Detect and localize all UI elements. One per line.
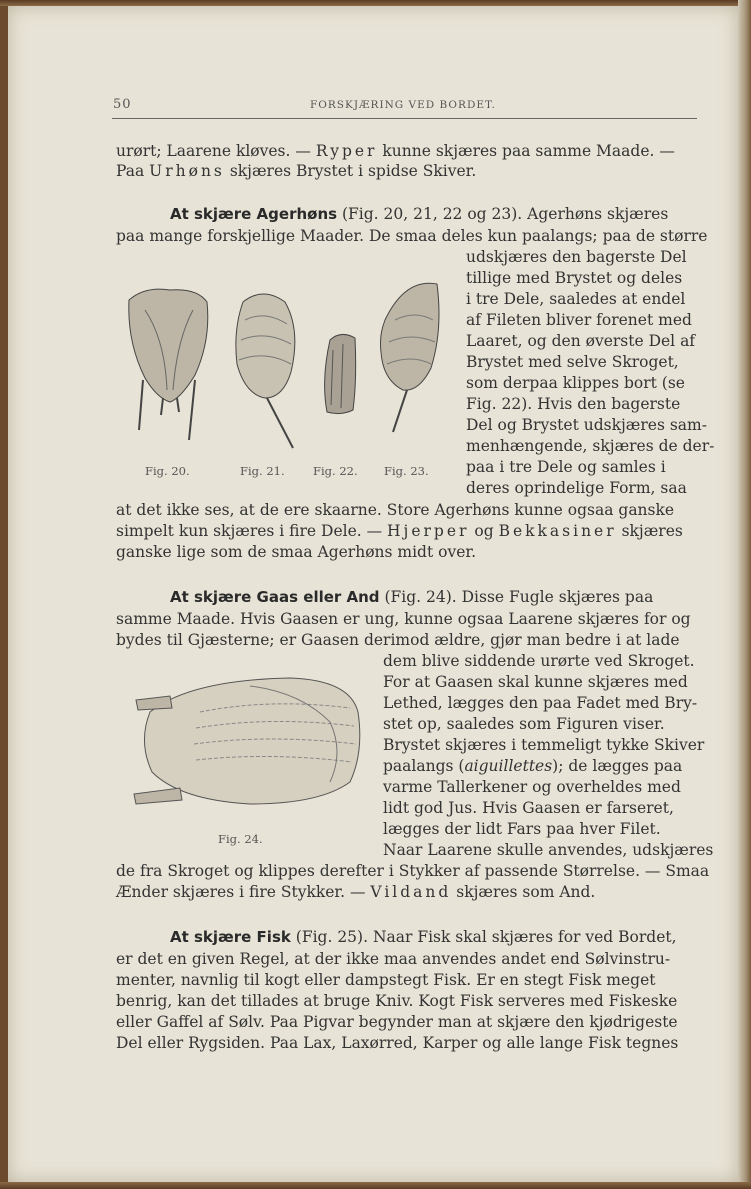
section-heading-fisk: At skjære Fisk [170, 928, 291, 946]
text-line: samme Maade. Hvis Gaasen er ung, kunne ogsaa Laarene skjæres for og [116, 610, 691, 628]
text-line: paa i tre Dele og samles i [466, 458, 666, 476]
fig20-caption: Fig. 20. [145, 464, 190, 478]
text-line: Brystet med selve Skroget, [466, 353, 679, 371]
fig21-illustration [236, 294, 295, 448]
text-line: lidt god Jus. Hvis Gaasen er farseret, [383, 799, 674, 817]
section-heading-gaas: At skjære Gaas eller And [170, 588, 380, 606]
fig24-illustration [134, 678, 360, 804]
fig22-caption: Fig. 22. [313, 464, 358, 478]
header-rule [112, 118, 697, 119]
book-edge-bottom [0, 1182, 751, 1189]
text-line: At skjære Agerhøns (Fig. 20, 21, 22 og 23). Agerhøns skjæres [170, 205, 669, 223]
text-line: som derpaa klippes bort (se [466, 374, 685, 392]
text-line: Naar Laarene skulle anvendes, udskjæres [383, 841, 714, 859]
text-line: af Fileten bliver forenet med [466, 311, 692, 329]
text-line: Brystet skjæres i temmeligt tykke Skiver [383, 736, 705, 754]
text-line: benrig, kan det tillades at bruge Kniv. Kogt Fisk serveres med Fiskeske [116, 992, 678, 1010]
text-line: ganske lige som de smaa Agerhøns midt over. [116, 543, 477, 561]
section-heading-agerhons: At skjære Agerhøns [170, 205, 338, 223]
text-line: Lethed, lægges den paa Fadet med Bry- [383, 694, 698, 712]
fig21-caption: Fig. 21. [240, 464, 285, 478]
fig23-caption: Fig. 23. [384, 464, 429, 478]
text-line: urørt; Laarene kløves. — Ryper kunne skjæres paa samme Maade. — [116, 142, 675, 160]
text-line: er det en given Regel, at der ikke maa anvendes andet end Sølvinstru- [116, 950, 671, 968]
text-line: deres oprindelige Form, saa [466, 479, 687, 497]
text-line: lægges der lidt Fars paa hver Filet. [383, 820, 661, 838]
text-line: Del og Brystet udskjæres sam- [466, 416, 707, 434]
text-line: i tre Dele, saaledes at endel [466, 290, 686, 308]
text-line: udskjæres den bagerste Del [466, 248, 687, 266]
fig23-illustration [381, 283, 440, 432]
partridge-carving-figures [115, 280, 455, 450]
text-line: Del eller Rygsiden. Paa Lax, Laxørred, Karper og alle lange Fisk tegnes [116, 1034, 679, 1052]
running-title: FORSKJÆRING VED BORDET. [310, 99, 496, 111]
fig22-illustration [325, 334, 356, 413]
goose-carving-figure [130, 672, 365, 822]
text-line: dem blive siddende urørte ved Skroget. [383, 652, 695, 670]
text-line: at det ikke ses, at de ere skaarne. Store Agerhøns kunne ogsaa ganske [116, 501, 675, 519]
text-line: Paa Urhøns skjæres Brystet i spidse Skiver. [116, 162, 477, 180]
text-line: For at Gaasen skal kunne skjæres med [383, 673, 688, 691]
text-line: menhængende, skjæres de der- [466, 437, 715, 455]
text-line: varme Tallerkener og overheldes med [383, 778, 681, 796]
text-line: At skjære Fisk (Fig. 25). Naar Fisk skal skjæres for ved Bordet, [170, 928, 677, 946]
text-line: de fra Skroget og klippes derefter i Stykker af passende Størrelse. — Smaa [116, 862, 710, 880]
text-line: bydes til Gjæsterne; er Gaasen derimod ældre, gjør man bedre i at lade [116, 631, 680, 649]
fig24-caption: Fig. 24. [218, 832, 263, 846]
text-line: eller Gaffel af Sølv. Paa Pigvar begynder man at skjære den kjødrigeste [116, 1013, 678, 1031]
fig20-illustration [129, 289, 208, 440]
book-edge-right [738, 0, 751, 1189]
text-line: Ænder skjæres i fire Stykker. — Vildand skjæres som And. [116, 883, 596, 901]
text-line: simpelt kun skjæres i fire Dele. — Hjerper og Bekkasiner skjæres [116, 522, 683, 540]
page-number: 50 [113, 97, 132, 112]
text-line: Laaret, og den øverste Del af [466, 332, 696, 350]
text-line: stet op, saaledes som Figuren viser. [383, 715, 665, 733]
text-line: paa mange forskjellige Maader. De smaa deles kun paalangs; paa de større [116, 227, 708, 245]
text-line: menter, navnlig til kogt eller dampstegt Fisk. Er en stegt Fisk meget [116, 971, 656, 989]
text-line: paalangs (aiguillettes); de lægges paa [383, 757, 683, 775]
text-line: At skjære Gaas eller And (Fig. 24). Disse Fugle skjæres paa [170, 588, 654, 606]
text-line: tillige med Brystet og deles [466, 269, 683, 287]
text-line: Fig. 22). Hvis den bagerste [466, 395, 681, 413]
